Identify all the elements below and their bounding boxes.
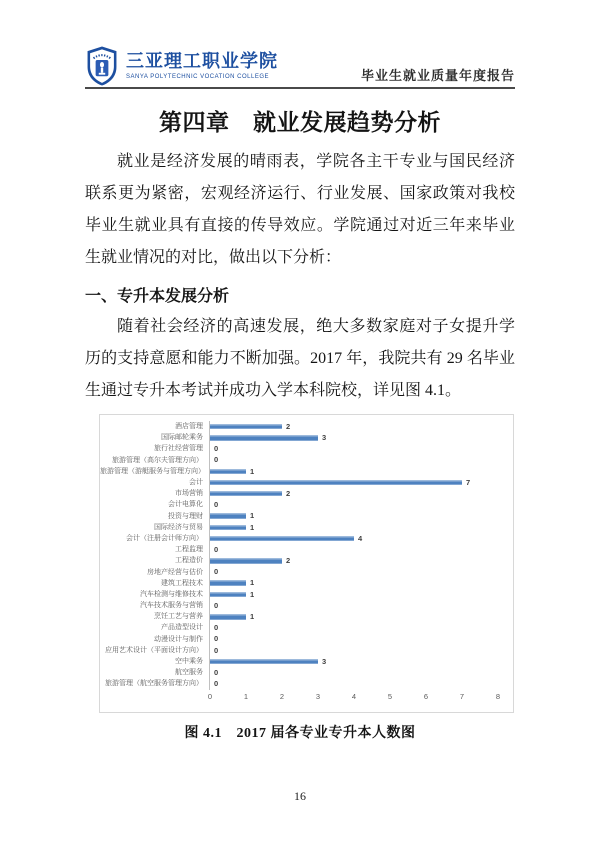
- chart-row: [100, 555, 513, 566]
- chart-value-label: 0: [214, 444, 219, 454]
- chart-category-label: 会计电算化: [168, 501, 203, 509]
- chart-category-label: 工程监理: [175, 546, 203, 554]
- chart-bar: [210, 469, 246, 475]
- college-brand: [85, 45, 278, 87]
- chart-bar: [210, 480, 462, 486]
- chart-category-label: 应用艺术设计（平面设计方向）: [105, 646, 203, 654]
- chapter-title: 第四章 就业发展趋势分析: [159, 110, 441, 135]
- chart-category-label: 汽车技术服务与营销: [140, 602, 203, 610]
- chart-category-label: 建筑工程技术: [161, 579, 203, 587]
- chart-category-label: 汽车检测与维修技术: [140, 590, 203, 598]
- chart-row: [100, 477, 513, 488]
- chart-plot-area: [209, 488, 513, 499]
- chart-category-label: 空中乘务: [175, 658, 203, 666]
- chart-bar: [210, 558, 282, 564]
- chart-x-axis: [207, 690, 513, 704]
- chart-plot-area: [209, 455, 513, 466]
- chart-row: [100, 667, 513, 678]
- chart-plot-area: [209, 522, 513, 533]
- chart-category-label: 旅行社经营管理: [154, 445, 203, 453]
- page-number: 16: [294, 789, 306, 803]
- chart-row: [100, 611, 513, 622]
- chart-value-label: 1: [250, 578, 255, 588]
- chart-category-label: 国际邮轮乘务: [161, 434, 203, 442]
- chart-row: [100, 443, 513, 454]
- chart-row: [100, 678, 513, 689]
- chart-value-label: 0: [214, 544, 219, 554]
- page-header: [85, 45, 515, 89]
- chart-plot-area: [209, 466, 513, 477]
- chart-row: [100, 421, 513, 432]
- chart-plot-area: [209, 566, 513, 577]
- chart-x-tick-label: 4: [351, 691, 357, 701]
- chart-x-tick-label: 5: [387, 691, 393, 701]
- chart-value-label: 7: [466, 477, 471, 487]
- chart-row: [100, 656, 513, 667]
- chart-plot-area: [209, 578, 513, 589]
- chart-plot-area: [209, 634, 513, 645]
- chart-value-label: 4: [358, 533, 363, 543]
- chart-plot-area: [209, 622, 513, 633]
- chart-row: [100, 522, 513, 533]
- chart-category-label: 投资与理财: [168, 512, 203, 520]
- chart-value-label: 3: [322, 433, 327, 443]
- figure-caption: 图 4.1 2017 届各专业专升本人数图: [184, 726, 416, 741]
- college-names: [126, 52, 278, 80]
- chart-x-tick-label: 3: [315, 691, 321, 701]
- chart-plot-area: [209, 678, 513, 689]
- bar-chart: [99, 414, 514, 713]
- chart-row: [100, 533, 513, 544]
- chart-value-label: 1: [250, 522, 255, 532]
- chart-plot-area: [209, 511, 513, 522]
- chart-row: [100, 432, 513, 443]
- chart-x-tick-label: 2: [279, 691, 285, 701]
- chart-value-label: 0: [214, 667, 219, 677]
- chart-plot-area: [209, 477, 513, 488]
- chart-value-label: 1: [250, 589, 255, 599]
- chart-plot-area: [209, 611, 513, 622]
- chart-bar: [210, 536, 354, 542]
- chart-bar: [210, 513, 246, 519]
- section-heading: 一、专升本发展分析: [85, 288, 230, 305]
- chart-category-label: 国际经济与贸易: [154, 523, 203, 531]
- chart-category-label: 旅游管理（游艇服务与管理方向）: [100, 467, 205, 475]
- chart-plot-area: [209, 499, 513, 510]
- chart-value-label: 0: [214, 645, 219, 655]
- chart-row: [100, 645, 513, 656]
- chart-value-label: 0: [214, 679, 219, 689]
- paragraph-intro: 就业是经济发展的晴雨表，学院各主干专业与国民经济联系更为紧密，宏观经济运行、行业发展、国家政策对我校毕业生就业具有直接的传导效应。学院通过对近三年来毕业生就业情况的对比，做出以下分析：: [85, 153, 515, 266]
- chart-x-tick-label: 6: [423, 691, 429, 701]
- chart-plot-area: [209, 533, 513, 544]
- chart-category-label: 旅游管理（高尔夫管理方向）: [112, 456, 203, 464]
- chart-plot-area: [209, 432, 513, 443]
- chart-value-label: 0: [214, 567, 219, 577]
- chart-row: [100, 589, 513, 600]
- chart-value-label: 1: [250, 511, 255, 521]
- chart-plot-area: [209, 667, 513, 678]
- chart-category-label: 动漫设计与制作: [154, 635, 203, 643]
- chart-row: [100, 466, 513, 477]
- chart-category-label: 市场营销: [175, 490, 203, 498]
- chart-plot-area: [209, 544, 513, 555]
- chart-category-label: 酒店管理: [175, 423, 203, 431]
- chart-row: [100, 600, 513, 611]
- chart-value-label: 0: [214, 500, 219, 510]
- chart-row: [100, 634, 513, 645]
- chart-value-label: 2: [286, 556, 291, 566]
- chart-x-tick-label: 8: [495, 691, 501, 701]
- chart-value-label: 1: [250, 466, 255, 476]
- chart-x-tick-label: 7: [459, 691, 465, 701]
- chart-bar: [210, 614, 246, 620]
- chart-bar: [210, 424, 282, 430]
- chart-value-label: 0: [214, 634, 219, 644]
- chart-row: [100, 455, 513, 466]
- chart-category-label: 会计: [189, 479, 203, 487]
- chart-row: [100, 566, 513, 577]
- chart-plot-area: [209, 645, 513, 656]
- chart-x-tick-label: 0: [207, 691, 213, 701]
- chart-row: [100, 499, 513, 510]
- chart-value-label: 2: [286, 488, 291, 498]
- paragraph-analysis: 随着社会经济的高速发展，绝大多数家庭对子女提升学历的支持意愿和能力不断加强。2017 年，我院共有 29 名毕业生通过专升本考试并成功入学本科院校，详见图 4.1。: [85, 318, 515, 399]
- chart-category-label: 产品造型设计: [161, 624, 203, 632]
- chart-category-label: 会计（注册会计师方向）: [126, 534, 203, 542]
- header-report-title: 毕业生就业质量年度报告: [360, 68, 515, 83]
- chart-rows: [100, 421, 513, 690]
- chart-category-label: 航空服务: [175, 669, 203, 677]
- chart-row: [100, 488, 513, 499]
- chart-x-tick-label: 1: [243, 691, 249, 701]
- chart-bar: [210, 525, 246, 531]
- chart-value-label: 0: [214, 600, 219, 610]
- chart-plot-area: [209, 600, 513, 611]
- chart-row: [100, 511, 513, 522]
- chart-plot-area: [209, 421, 513, 432]
- chart-category-label: 烹饪工艺与营养: [154, 613, 203, 621]
- chart-category-label: 房地产经营与估价: [147, 568, 203, 576]
- college-name-en: SANYA POLYTECHNIC VOCATION COLLEGE: [126, 73, 270, 80]
- chart-bar: [210, 491, 282, 497]
- chart-row: [100, 578, 513, 589]
- chart-category-label: 工程造价: [175, 557, 203, 565]
- chart-bar: [210, 580, 246, 586]
- chart-bar: [210, 659, 318, 665]
- chart-value-label: 2: [286, 421, 291, 431]
- college-logo-icon: [85, 45, 119, 87]
- chart-plot-area: [209, 589, 513, 600]
- chart-value-label: 0: [214, 623, 219, 633]
- chart-bar: [210, 592, 246, 598]
- chart-plot-area: [209, 443, 513, 454]
- chart-value-label: 0: [214, 455, 219, 465]
- chart-row: [100, 622, 513, 633]
- chart-plot-area: [209, 656, 513, 667]
- chart-value-label: 1: [250, 612, 255, 622]
- chart-bar: [210, 435, 318, 441]
- chart-plot-area: [209, 555, 513, 566]
- chart-category-label: 旅游管理（航空服务管理方向）: [105, 680, 203, 688]
- college-name-cn: 三亚理工职业学院: [126, 51, 278, 72]
- chart-value-label: 3: [322, 656, 327, 666]
- chart-row: [100, 544, 513, 555]
